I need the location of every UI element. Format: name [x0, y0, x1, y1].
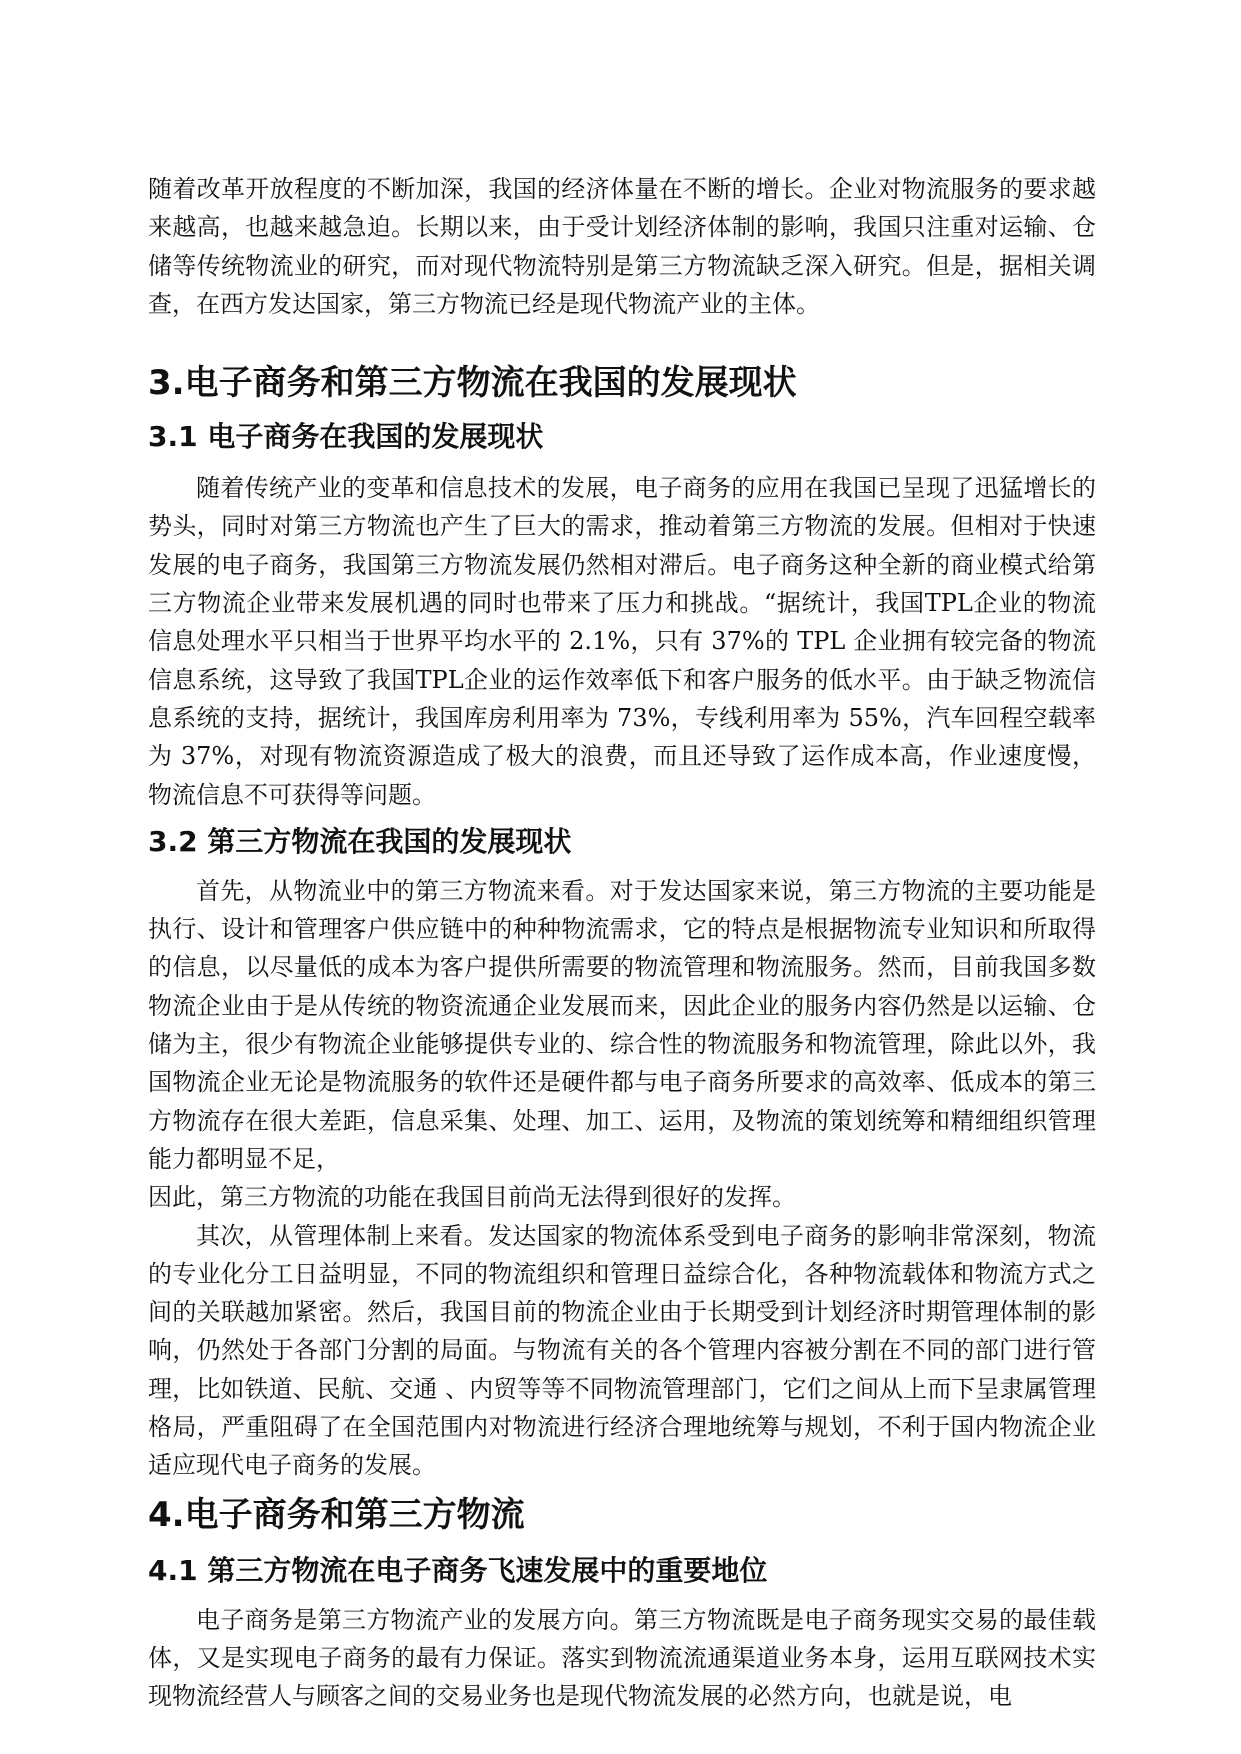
section-3-2-paragraph-2: 其次，从管理体制上来看。发达国家的物流体系受到电子商务的影响非常深刻，物流的专业化分工日益明显，不同的物流组织和管理日益综合化，各种物流载体和物流方式之间的关联越加紧密。然后，我国目前的物流企业由于长期受到计划经济时期管理体制的影响，仍然处于各部门分割的局面。与物流有关的各个管理内容被分割在不同的部门进行管理，比如铁道、民航、交通 、内贸等等不同物流管理部门，它们之间从上而下呈隶属管理格局，严重阻碍了在全国范围内对物流进行经济合理地统筹与规划，不利于国内物流企业适应现代电子商务的发展。	[148, 1221, 1096, 1480]
section-3-2-heading: 3.2 第三方物流在我国的发展现状	[148, 824, 572, 858]
section-3-1-paragraph: 随着传统产业的变革和信息技术的发展，电子商务的应用在我国已呈现了迅猛增长的势头，同时对第三方物流也产生了巨大的需求，推动着第三方物流的发展。但相对于快速发展的电子商务，我国第三方物流发展仍然相对滞后。电子商务这种全新的商业模式给第三方物流企业带来发展机遇的同时也带来了压力和挑战。“据统计，我国TPL企业的物流信息处理水平只相当于世界平均水平的 2.1%，只有 37%的 TPL 企业拥有较完备的物流信息系统，这导致了我国TPL企业的运作效率低下和客户服务的低水平。由于缺乏物流信息系统的支持，据统计，我国库房利用率为 73%，专线利用率为 55%，汽车回程空载率为 37%，对现有物流资源造成了极大的浪费，而且还导致了运作成本高，作业速度慢，物流信息不可获得等问题。	[148, 474, 1096, 809]
section-3-heading: 3.电子商务和第三方物流在我国的发展现状	[148, 363, 797, 404]
section-3-2-paragraph-1-continued: 因此，第三方物流的功能在我国目前尚无法得到很好的发挥。	[148, 1183, 796, 1212]
section-4-1-paragraph: 电子商务是第三方物流产业的发展方向。第三方物流既是电子商务现实交易的最佳载体，又是实现电子商务的最有力保证。落实到物流流通渠道业务本身，运用互联网技术实现物流经营人与顾客之间的交易业务也是现代物流发展的必然方向，也就是说，电	[148, 1605, 1096, 1711]
section-3-1-heading: 3.1 电子商务在我国的发展现状	[148, 420, 544, 454]
section-3-2-paragraph-1: 首先，从物流业中的第三方物流来看。对于发达国家来说，第三方物流的主要功能是执行、设计和管理客户供应链中的种种物流需求，它的特点是根据物流专业知识和所取得的信息，以尽量低的成本为客户提供所需要的物流管理和物流服务。然而，目前我国多数物流企业由于是从传统的物资流通企业发展而来，因此企业的服务内容仍然是以运输、仓储为主，很少有物流企业能够提供专业的、综合性的物流服务和物流管理，除此以外，我国物流企业无论是物流服务的软件还是硬件都与电子商务所要求的高效率、低成本的第三方物流存在很大差距，信息采集、处理、加工、运用，及物流的策划统筹和精细组织管理能力都明显不足，	[148, 876, 1096, 1173]
section-4-1-heading: 4.1 第三方物流在电子商务飞速发展中的重要地位	[148, 1553, 768, 1587]
document-page	[148, 170, 1096, 1716]
section-4-heading: 4.电子商务和第三方物流	[148, 1494, 525, 1535]
intro-paragraph: 随着改革开放程度的不断加深，我国的经济体量在不断的增长。企业对物流服务的要求越来越高，也越来越急迫。长期以来，由于受计划经济体制的影响，我国只注重对运输、仓储等传统物流业的研究，而对现代物流特别是第三方物流缺乏深入研究。但是，据相关调查，在西方发达国家，第三方物流已经是现代物流产业的主体。	[148, 175, 1096, 318]
